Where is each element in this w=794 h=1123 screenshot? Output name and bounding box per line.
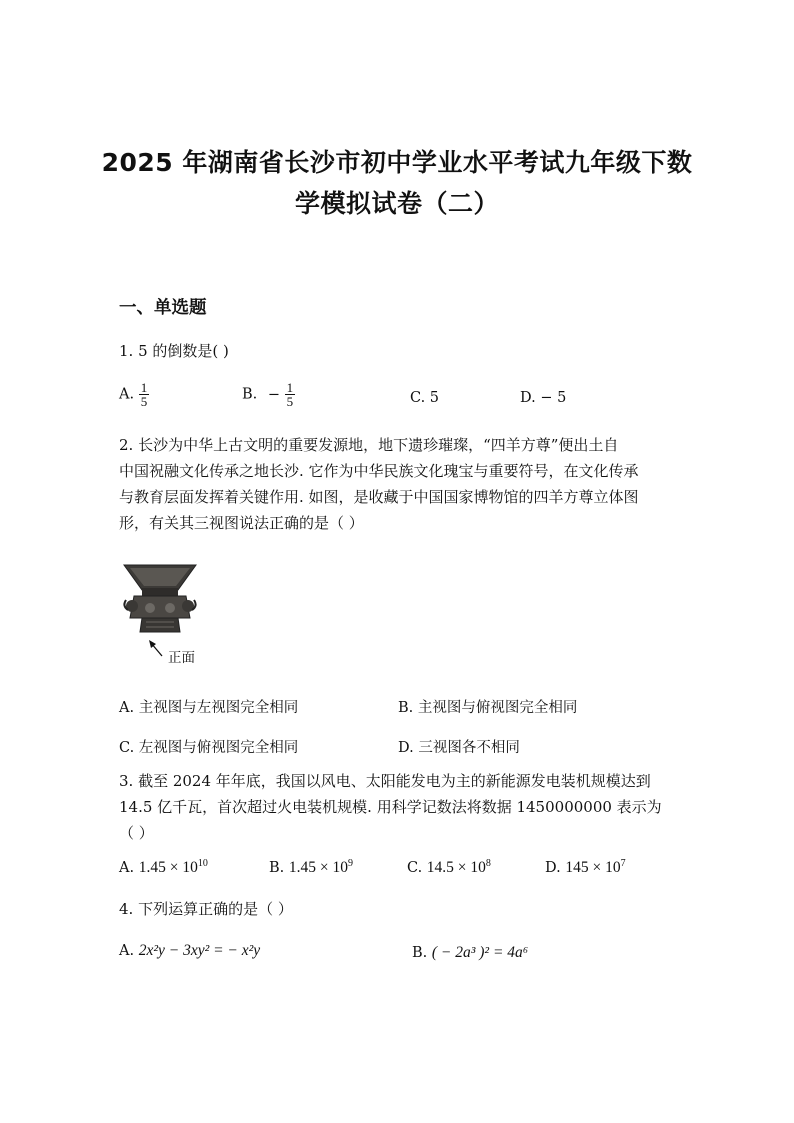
q3-option-c-letter: C. [407,860,423,877]
q1-b-sign: − [267,386,281,403]
q1-b-denominator: 5 [286,394,294,409]
q3-option-a-letter: A. [119,860,135,877]
question-2-line-1: 2. 长沙为中华上古文明的重要发源地，地下遗珍璀璨，“四羊方尊”便出土自 [119,436,619,454]
q3-d-base: 145 × 10 [565,859,621,877]
q1-option-a [119,381,149,408]
q3-option-a-expression [139,859,208,876]
q1-option-c: C. 5 [410,390,440,406]
question-3-stem [119,768,679,846]
q4-option-a [119,942,260,960]
q1-option-d: D. − 5 [520,390,567,406]
q3-c-base: 14.5 × 10 [426,859,486,877]
q4-option-a-expression: 2x²y − 3xy² = − x²y [138,942,261,959]
q1-b-numerator: 1 [286,380,294,395]
question-1-stem: 1. 5 的倒数是( ) [119,342,229,360]
q1-option-a-fraction [139,381,150,408]
section-heading: 一、单选题 [119,298,207,318]
q3-b-base: 1.45 × 10 [288,859,348,877]
q1-option-b [242,381,295,408]
q3-option-d [545,858,626,877]
q4-option-b-letter: B. [412,945,428,961]
q3-d-exponent: 7 [620,858,626,869]
q3-option-c [407,858,491,877]
q3-option-b-expression [289,859,353,876]
q3-option-d-letter: D. [545,860,561,877]
q2-option-b: B. 主视图与俯视图完全相同 [398,700,578,716]
question-2-line-3: 与教育层面发挥着关键作用. 如图，是收藏于中国国家博物馆的四羊方尊立体图 [119,488,639,506]
q1-a-numerator: 1 [140,380,148,395]
question-3-line-2: 14.5 亿千瓦，首次超过火电装机规模. 用科学记数法将数据 1450000000 表示为 [119,798,662,816]
q3-c-exponent: 8 [485,858,491,869]
q2-option-d: D. 三视图各不相同 [398,740,520,756]
zun-vessel-illustration [120,560,200,660]
q1-option-a-letter: A. [119,386,135,403]
q3-option-a [119,858,208,877]
q4-option-b-expression: ( − 2a³ )² = 4a⁶ [431,944,529,961]
page-title-line-2: 学模拟试卷（二） [294,189,499,218]
question-2-stem [119,432,679,536]
question-2-line-4: 形，有关其三视图说法正确的是（ ） [119,514,364,532]
q1-a-denominator: 5 [140,394,148,409]
q3-b-exponent: 9 [348,858,353,869]
q3-a-base: 1.45 × 10 [138,859,198,877]
q2-option-a: A. 主视图与左视图完全相同 [119,700,299,716]
question-2-line-2: 中国祝融文化传承之地长沙. 它作为中华民族文化瑰宝与重要符号，在文化传承 [119,462,639,480]
q3-a-exponent: 10 [197,858,208,869]
q1-option-b-fraction [285,381,296,408]
q1-option-b-letter: B. [242,386,258,403]
q2-option-c: C. 左视图与俯视图完全相同 [119,740,299,756]
q4-option-a-letter: A. [119,943,135,959]
q3-option-d-expression [565,859,625,876]
question-4-stem: 4. 下列运算正确的是（ ） [119,900,293,918]
q4-option-b [412,944,528,962]
page-title-line-1: 2025 年湖南省长沙市初中学业水平考试九年级下数 [101,148,693,177]
q3-option-c-expression [427,859,491,876]
q3-option-b-letter: B. [269,860,285,877]
question-3-line-1: 3. 截至 2024 年年底，我国以风电、太阳能发电为主的新能源发电装机规模达到 [119,772,651,790]
front-view-label: 正面 [168,650,195,666]
q3-option-b [269,858,353,877]
question-3-line-3: （ ） [119,824,154,842]
